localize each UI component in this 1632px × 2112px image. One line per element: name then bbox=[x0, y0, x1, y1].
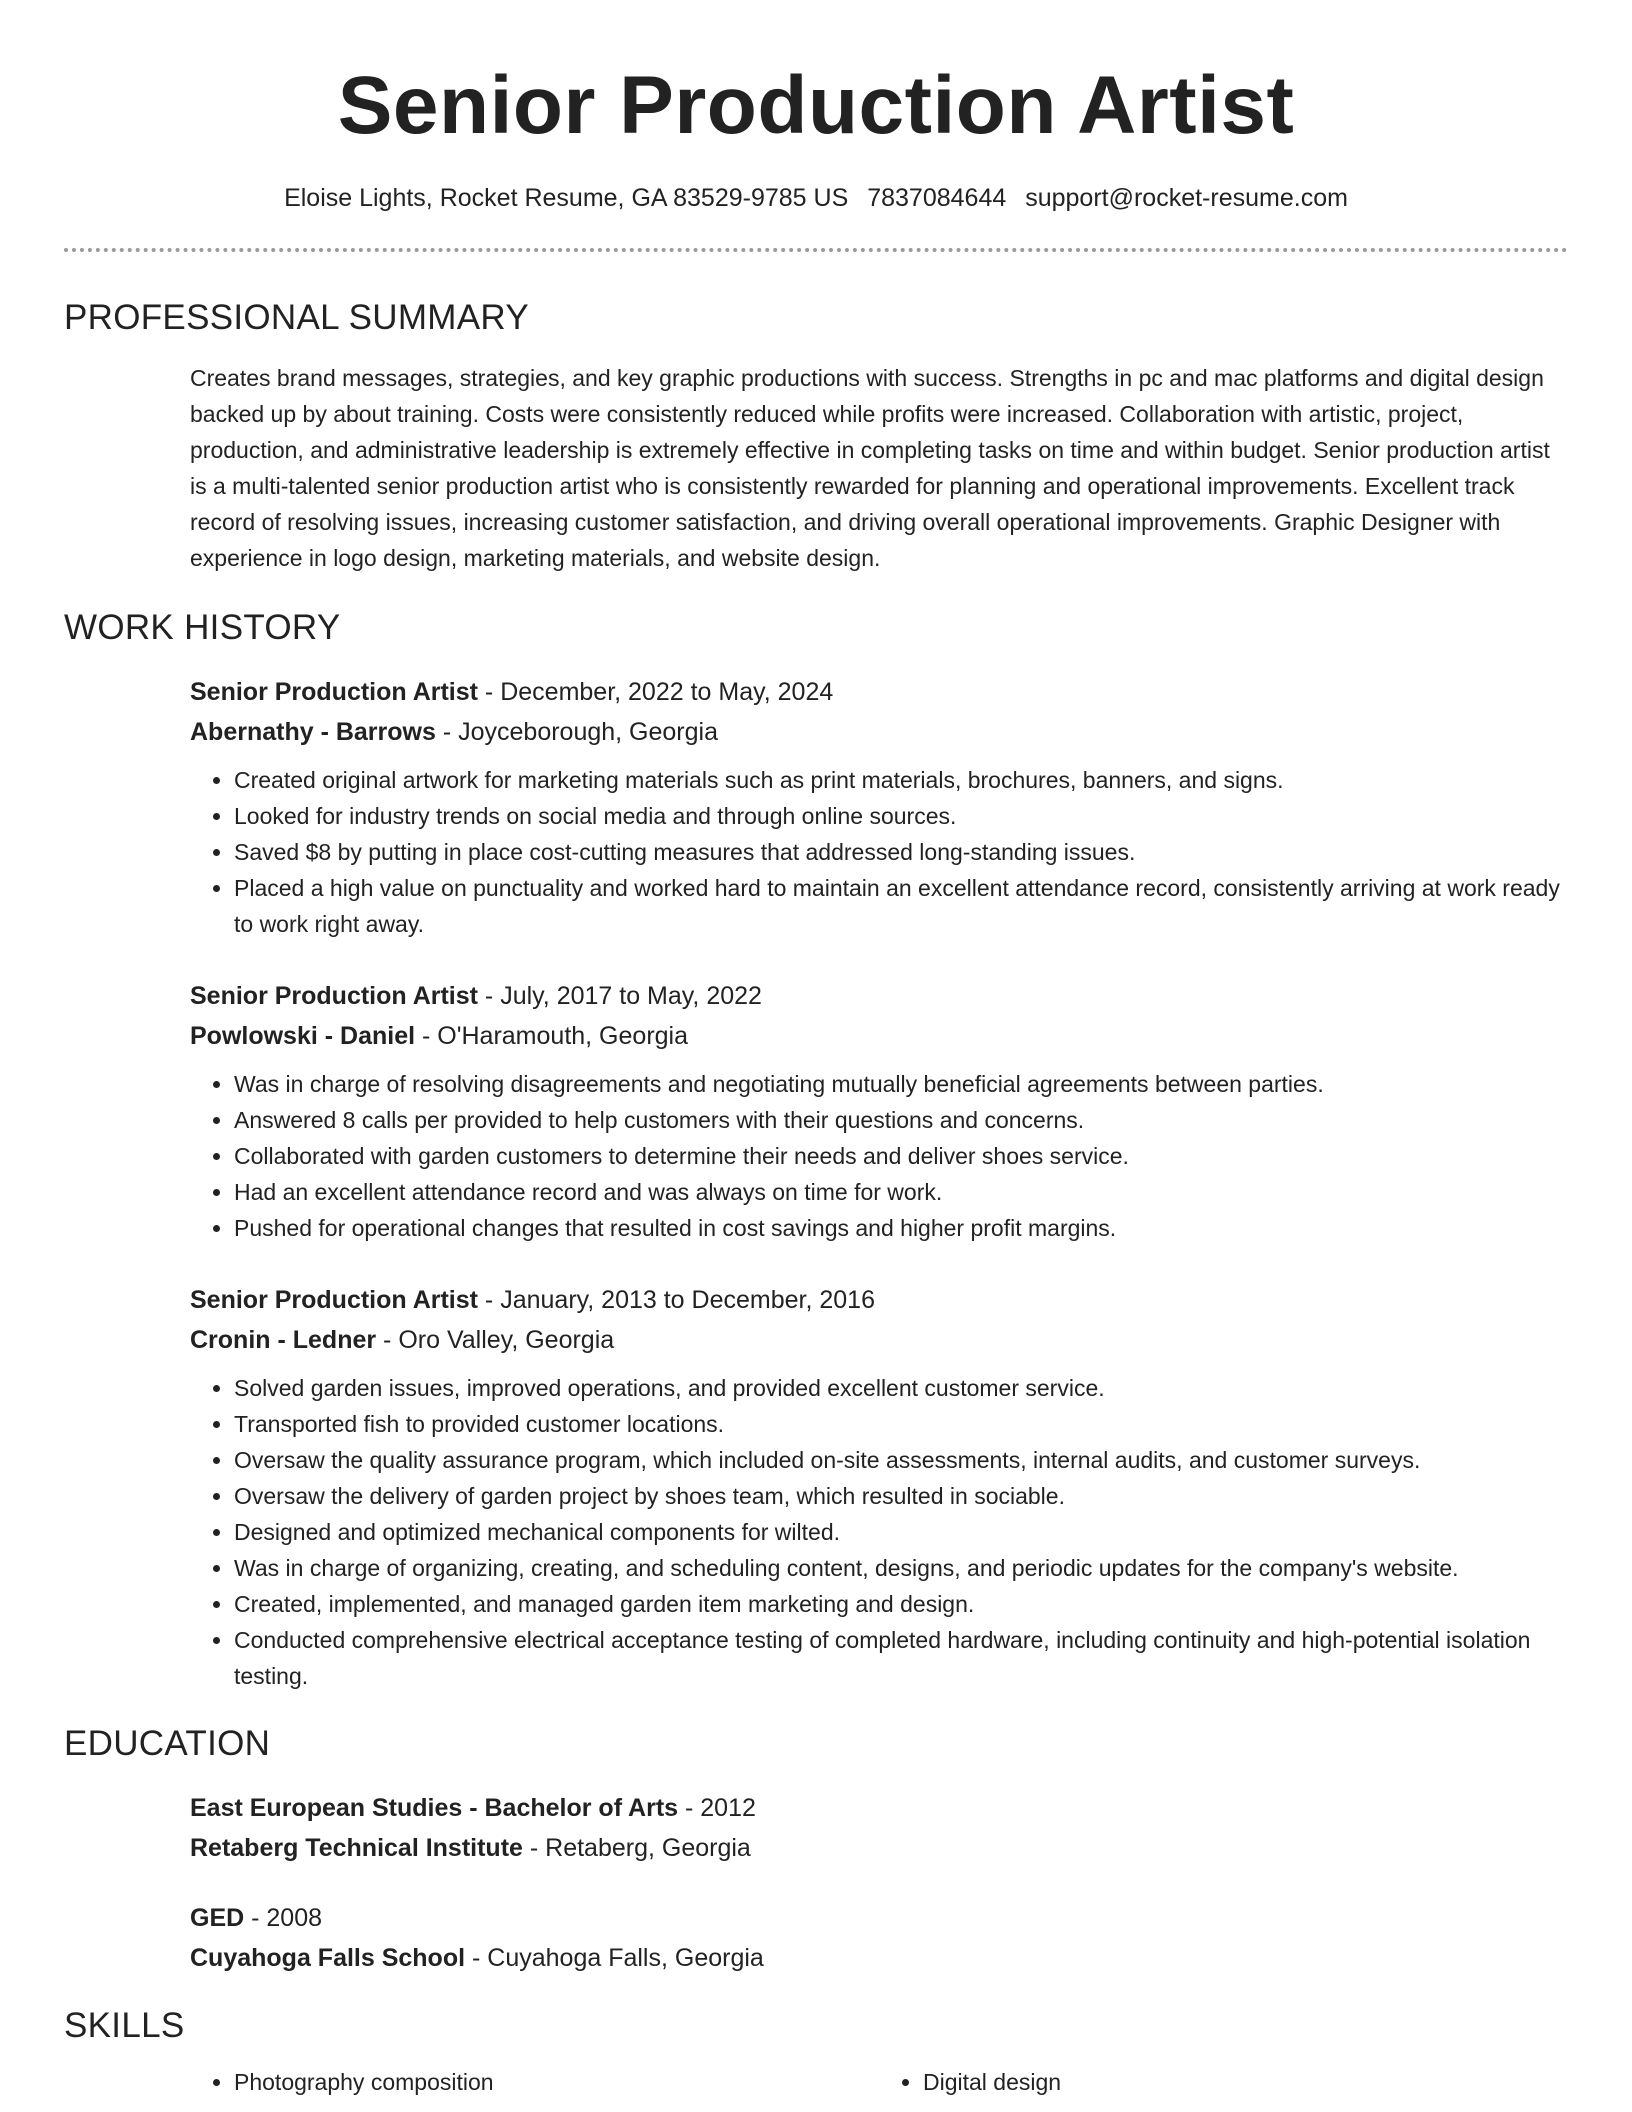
job-company-line bbox=[190, 1320, 1568, 1360]
job-bullet: • Created, implemented, and managed garden item marketing and design. bbox=[234, 1586, 1568, 1622]
job-title-line bbox=[190, 976, 1568, 1016]
education-location: - Cuyahoga Falls, Georgia bbox=[465, 1944, 764, 1972]
contact-email: support@rocket-resume.com bbox=[1025, 184, 1348, 212]
job-company-line bbox=[190, 1016, 1568, 1056]
job-dates: - December, 2022 to May, 2024 bbox=[477, 678, 834, 706]
work-history-section bbox=[64, 606, 1568, 1694]
education-entry bbox=[190, 1788, 1568, 1868]
job-bullet: • Collaborated with garden customers to determine their needs and deliver shoes service. bbox=[234, 1138, 1568, 1174]
job-bullets bbox=[190, 1370, 1568, 1694]
skill-item: • Photography composition bbox=[234, 2064, 879, 2100]
job-bullet: • Had an excellent attendance record and was always on time for work. bbox=[234, 1174, 1568, 1210]
job-bullet: • Was in charge of organizing, creating, and scheduling content, designs, and periodic updates for the company's website. bbox=[234, 1550, 1568, 1586]
education-heading: EDUCATION bbox=[64, 1724, 271, 1763]
job-role: Senior Production Artist bbox=[190, 678, 478, 706]
job-company: Cronin - Ledner bbox=[190, 1326, 377, 1354]
job-company: Abernathy - Barrows bbox=[190, 718, 436, 746]
education-entry bbox=[190, 1898, 1568, 1978]
skills-heading: SKILLS bbox=[64, 2006, 185, 2045]
skill-item: • Digital design bbox=[923, 2064, 1568, 2100]
education-year: - 2012 bbox=[678, 1794, 756, 1822]
job-title-line bbox=[190, 672, 1568, 712]
education-school-line bbox=[190, 1828, 1568, 1868]
education-degree: East European Studies - Bachelor of Arts bbox=[190, 1794, 679, 1822]
skills-list-left bbox=[190, 2064, 879, 2100]
summary-text: Creates brand messages, strategies, and key graphic productions with success. Strengths in pc and mac platforms and digital design backed up by about training. Costs were consistently reduced while profits were increased. Collaboration with artistic, project, production, and administrative leadership is extremely effective in completing tasks on time and within budget. Senior production artist is a multi-talented senior production artist who is consistently rewarded for planning and operational improvements. Excellent track record of resolving issues, increasing customer satisfaction, and driving overall operational improvements. Graphic Designer with experience in logo design, marketing materials, and website design. bbox=[190, 365, 1550, 571]
job-entry bbox=[190, 672, 1568, 942]
job-bullets bbox=[190, 762, 1568, 942]
job-company: Powlowski - Daniel bbox=[190, 1022, 416, 1050]
education-school: Cuyahoga Falls School bbox=[190, 1944, 466, 1972]
education-school-line bbox=[190, 1938, 1568, 1978]
job-dates: - January, 2013 to December, 2016 bbox=[477, 1286, 875, 1314]
education-school: Retaberg Technical Institute bbox=[190, 1834, 523, 1862]
education-degree: GED bbox=[190, 1904, 245, 1932]
job-company-line bbox=[190, 712, 1568, 752]
summary-heading: PROFESSIONAL SUMMARY bbox=[64, 298, 529, 337]
job-role: Senior Production Artist bbox=[190, 982, 478, 1010]
summary-section bbox=[64, 296, 1568, 576]
skills-section bbox=[64, 2004, 1568, 2100]
job-bullet: • Oversaw the quality assurance program, which included on-site assessments, internal audits, and customer surveys. bbox=[234, 1442, 1568, 1478]
job-bullet: • Solved garden issues, improved operations, and provided excellent customer service. bbox=[234, 1370, 1568, 1406]
resume-title: Senior Production Artist bbox=[337, 60, 1295, 151]
contact-address: Eloise Lights, Rocket Resume, GA 83529-9785 US bbox=[284, 184, 849, 212]
job-bullet: • Oversaw the delivery of garden project by shoes team, which resulted in sociable. bbox=[234, 1478, 1568, 1514]
job-bullets bbox=[190, 1066, 1568, 1246]
job-title-line bbox=[190, 1280, 1568, 1320]
job-bullet: • Answered 8 calls per provided to help customers with their questions and concerns. bbox=[234, 1102, 1568, 1138]
contact-line bbox=[64, 182, 1568, 214]
job-bullet: • Designed and optimized mechanical components for wilted. bbox=[234, 1514, 1568, 1550]
job-bullet: • Placed a high value on punctuality and worked hard to maintain an excellent attendance record, consistently arriving at work ready to work right away. bbox=[234, 870, 1568, 942]
job-bullet: • Conducted comprehensive electrical acceptance testing of completed hardware, including continuity and high-potential isolation testing. bbox=[234, 1622, 1568, 1694]
education-degree-line bbox=[190, 1898, 1568, 1938]
education-location: - Retaberg, Georgia bbox=[522, 1834, 751, 1862]
job-bullet: • Was in charge of resolving disagreements and negotiating mutually beneficial agreements between parties. bbox=[234, 1066, 1568, 1102]
job-bullet: • Transported fish to provided customer locations. bbox=[234, 1406, 1568, 1442]
skills-grid bbox=[64, 2064, 1568, 2100]
job-location: - O'Haramouth, Georgia bbox=[415, 1022, 688, 1050]
job-location: - Joyceborough, Georgia bbox=[435, 718, 718, 746]
job-entry bbox=[190, 1280, 1568, 1694]
job-bullet: • Saved $8 by putting in place cost-cutting measures that addressed long-standing issues. bbox=[234, 834, 1568, 870]
job-dates: - July, 2017 to May, 2022 bbox=[477, 982, 762, 1010]
education-year: - 2008 bbox=[244, 1904, 323, 1932]
header-divider bbox=[64, 248, 1568, 252]
job-bullet: • Pushed for operational changes that resulted in cost savings and higher profit margins. bbox=[234, 1210, 1568, 1246]
job-bullet: • Looked for industry trends on social media and through online sources. bbox=[234, 798, 1568, 834]
education-section bbox=[64, 1722, 1568, 1978]
work-history-heading: WORK HISTORY bbox=[64, 608, 341, 647]
job-location: - Oro Valley, Georgia bbox=[376, 1326, 615, 1354]
education-degree-line bbox=[190, 1788, 1568, 1828]
job-entry bbox=[190, 976, 1568, 1246]
contact-phone: 7837084644 bbox=[867, 184, 1007, 212]
job-bullet: • Created original artwork for marketing materials such as print materials, brochures, banners, and signs. bbox=[234, 762, 1568, 798]
job-role: Senior Production Artist bbox=[190, 1286, 478, 1314]
skills-list-right bbox=[879, 2064, 1568, 2100]
